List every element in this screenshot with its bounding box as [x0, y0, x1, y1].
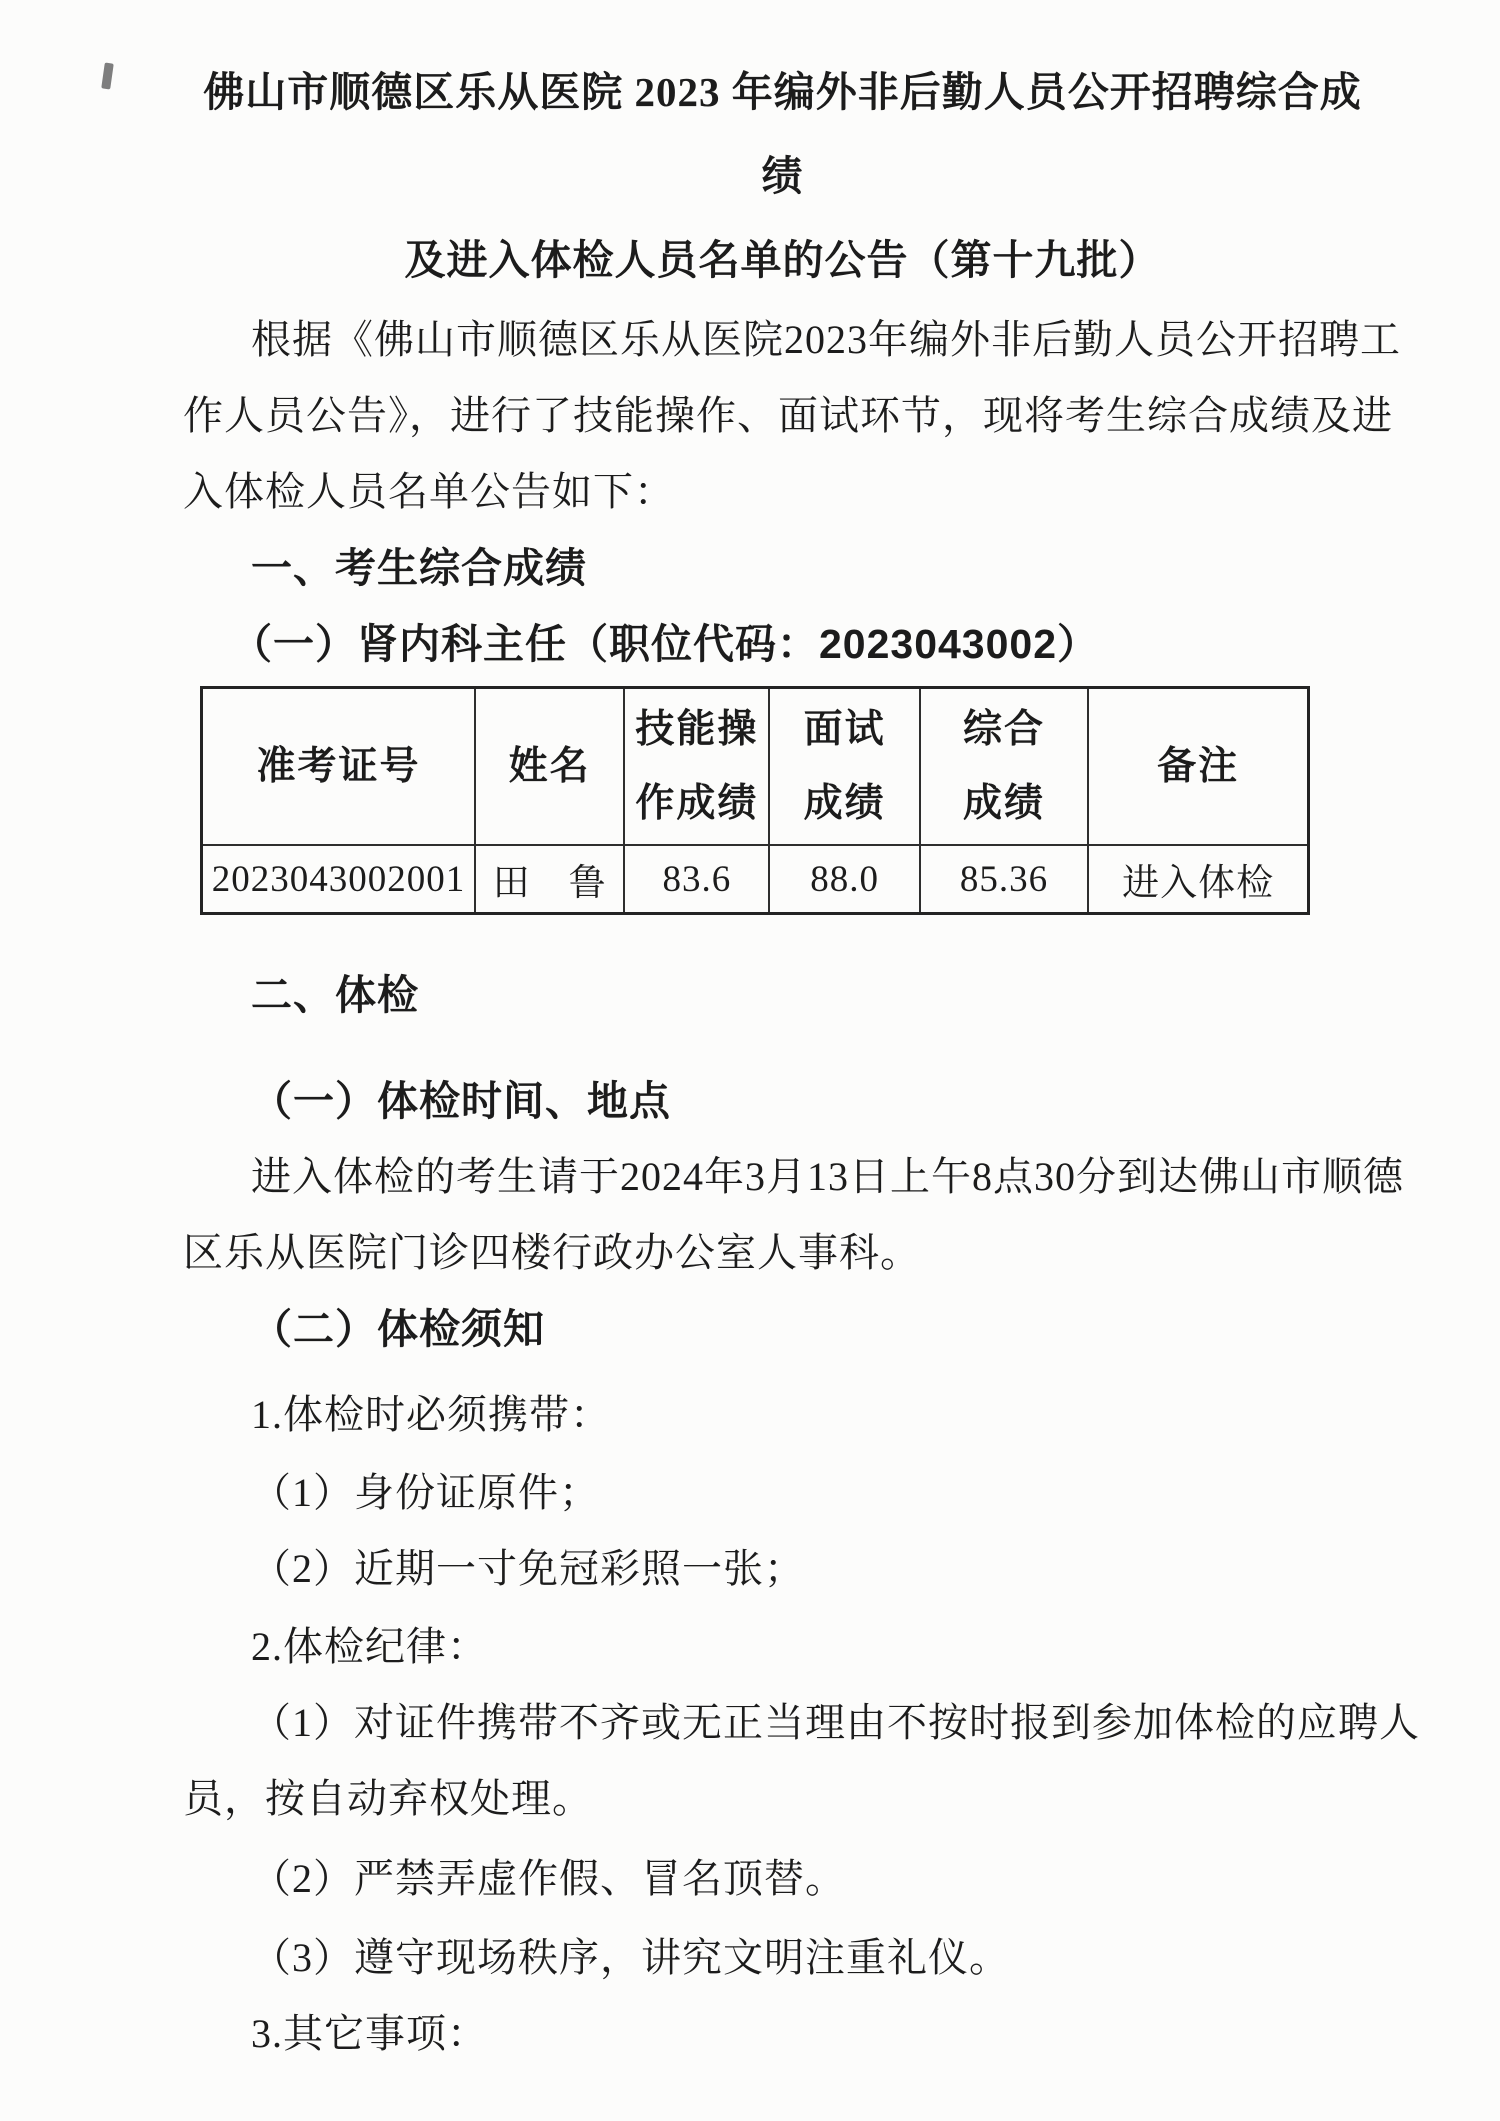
checkup-location-line-2: 区乐从医院门诊四楼行政办公室人事科。 — [183, 1230, 921, 1275]
cell-skill-score: 83.6 — [624, 845, 769, 914]
header-cell-overall-score — [920, 688, 1088, 846]
header-text: 备注 — [1157, 744, 1240, 788]
section1-subheading: （一）肾内科主任（职位代码：2023043002） — [231, 621, 1100, 667]
header-text-line2: 成绩 — [963, 781, 1046, 825]
header-cell-ticket-number — [202, 688, 475, 846]
header-cell-skill-score — [624, 688, 769, 846]
title-line-1: 佛山市顺德区乐从医院 2023 年编外非后勤人员公开招聘综合成绩 — [203, 69, 1362, 199]
cell-remark: 进入体检 — [1088, 845, 1308, 914]
intro-line-1: 根据《佛山市顺德区乐从医院2023年编外非后勤人员公开招聘工 — [251, 317, 1401, 362]
title-line-2: 及进入体检人员名单的公告（第十九批） — [404, 237, 1161, 283]
notice-item-2-1-continuation: 员，按自动弃权处理。 — [183, 1776, 593, 1821]
header-cell-name — [475, 688, 624, 846]
cell-overall-score: 85.36 — [920, 845, 1088, 914]
results-table-header-row — [202, 688, 1309, 846]
notice-item-2-1: （1）对证件携带不齐或无正当理由不按时报到参加体检的应聘人 — [251, 1700, 1420, 1745]
results-table-data-row — [202, 845, 1309, 914]
section2-sub1-heading: （一）体检时间、地点 — [251, 1078, 671, 1124]
intro-line-3: 入体检人员名单公告如下： — [183, 469, 675, 514]
notice-item-2-2: （2）严禁弄虚作假、冒名顶替。 — [251, 1856, 846, 1901]
section1-heading: 一、考生综合成绩 — [251, 545, 587, 591]
notice-item-2: 2.体检纪律： — [251, 1624, 488, 1669]
notice-item-1: 1.体检时必须携带： — [251, 1392, 611, 1437]
header-text: 姓名 — [508, 744, 591, 788]
intro-line-2: 作人员公告》，进行了技能操作、面试环节，现将考生综合成绩及进 — [183, 393, 1393, 438]
header-text-line1: 面试 — [803, 707, 886, 751]
section2-sub2-heading: （二）体检须知 — [251, 1306, 545, 1352]
notice-list — [183, 1377, 1420, 2072]
checkup-location-line-1: 进入体检的考生请于2024年3月13日上午8点30分到达佛山市顺德 — [251, 1154, 1404, 1199]
document-title — [183, 0, 1382, 302]
intro-paragraph — [183, 302, 1401, 530]
header-text: 准考证号 — [256, 744, 421, 788]
results-table — [200, 686, 1310, 915]
checkup-location-paragraph — [183, 1139, 1404, 1291]
cell-candidate-name: 田 鲁 — [475, 845, 624, 914]
section2-heading: 二、体检 — [251, 972, 419, 1018]
header-cell-interview-score — [769, 688, 920, 846]
header-text-line2: 成绩 — [803, 781, 886, 825]
notice-item-1-2: （2）近期一寸免冠彩照一张； — [251, 1546, 805, 1591]
header-text-line2: 作成绩 — [635, 781, 759, 825]
cell-ticket-number: 2023043002001 — [202, 845, 475, 914]
header-cell-remark — [1088, 688, 1308, 846]
notice-item-2-3: （3）遵守现场秩序，讲究文明注重礼仪。 — [251, 1935, 1010, 1980]
cell-interview-score: 88.0 — [769, 845, 920, 914]
notice-item-3: 3.其它事项： — [251, 2011, 488, 2056]
header-text-line1: 技能操 — [635, 707, 759, 751]
header-text-line1: 综合 — [963, 707, 1046, 751]
notice-item-1-1: （1）身份证原件； — [251, 1470, 600, 1515]
